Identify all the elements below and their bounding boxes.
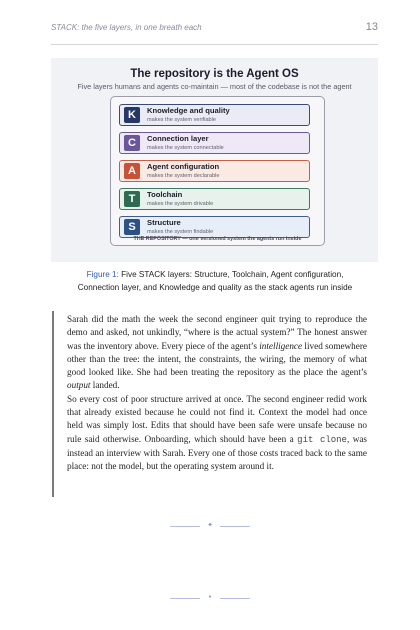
figure [51, 58, 378, 262]
running-header [51, 23, 378, 37]
layer-name: Connection layer [147, 134, 209, 143]
section-ornament [170, 522, 250, 532]
layer-description: makes the system declarable [147, 173, 220, 179]
ornament-line [220, 598, 250, 599]
emphasis: intelligence [259, 340, 303, 351]
layer-badge: T [124, 191, 140, 207]
ornament-star-icon: ✦ [207, 521, 213, 529]
ornament-dot-icon: • [207, 593, 213, 601]
quote-sidebar-rule [52, 311, 54, 497]
running-title: STACK: the five layers, in one breath each [51, 23, 202, 32]
repository-caption: THE REPOSITORY — one versioned system the agents run inside [133, 236, 302, 242]
caption-line2: Connection layer, and Knowledge and quality as the stack agents run inside [77, 283, 353, 292]
layer-badge: C [124, 135, 140, 151]
text-run: , was instead an interview with Sarah. Every one of those costs traced back to the same place: not the model, but the operating system around it. [67, 433, 367, 472]
ornament-line [170, 526, 200, 527]
layer-name: Structure [147, 218, 181, 227]
layer-description: makes the system connectable [147, 145, 224, 151]
page-number: 13 [365, 21, 378, 33]
layer-badge: A [124, 163, 140, 179]
layer-name: Knowledge and quality [147, 106, 230, 115]
page-end-ornament [170, 594, 250, 604]
ornament-line [220, 526, 250, 527]
figure-label: Figure 1: [86, 270, 119, 279]
paragraph [67, 313, 367, 393]
layer-badge: S [124, 219, 140, 235]
text-run: Sarah did the math the week the second engineer quit trying to reproduce the demo and asked, not unkindly, “where is the actual system?” The honest answer was the inventory above. Every piece of the agent’s [67, 314, 367, 351]
figure-title: The repository is the Agent OS [130, 68, 299, 80]
ornament-line [170, 598, 200, 599]
repository-box [110, 96, 325, 246]
figure-subtitle: Five layers humans and agents co-maintain — most of the codebase is not the agent [77, 82, 352, 91]
layer-connection [119, 132, 310, 154]
layer-badge: K [124, 107, 140, 123]
layer-name: Toolchain [147, 190, 183, 199]
caption-line1: Five STACK layers: Structure, Toolchain, Agent configuration, [118, 270, 344, 279]
layer-agent-configuration [119, 160, 310, 182]
text-run: lived somewhere other than the tree: the intent, the constraints, the wiring, the memory of what good looked like. She had been treating the repository as the place the agent’s [67, 340, 367, 378]
layer-description: makes the system drivable [147, 201, 214, 207]
emphasis: output [67, 380, 91, 391]
text-run: landed. [90, 380, 120, 391]
layer-structure [119, 216, 310, 238]
header-rule [51, 44, 378, 45]
paragraph [67, 393, 367, 474]
inline-code: git clone [297, 434, 347, 445]
layer-name: Agent configuration [147, 162, 220, 171]
text-run: So every cost of poor structure arrived at once. The second engineer redid work that already existed because he could not find it. Context the model had once held was simply lost. Edits that should have been safe were unsafe because no rule said otherwise. Onboarding, which should have been a [67, 393, 367, 444]
layer-description: makes the system findable [147, 229, 214, 235]
layer-description: makes the system verifiable [147, 117, 217, 123]
body-text [67, 313, 367, 474]
layer-toolchain [119, 188, 310, 210]
figure-caption [60, 268, 370, 294]
layer-knowledge [119, 104, 310, 126]
